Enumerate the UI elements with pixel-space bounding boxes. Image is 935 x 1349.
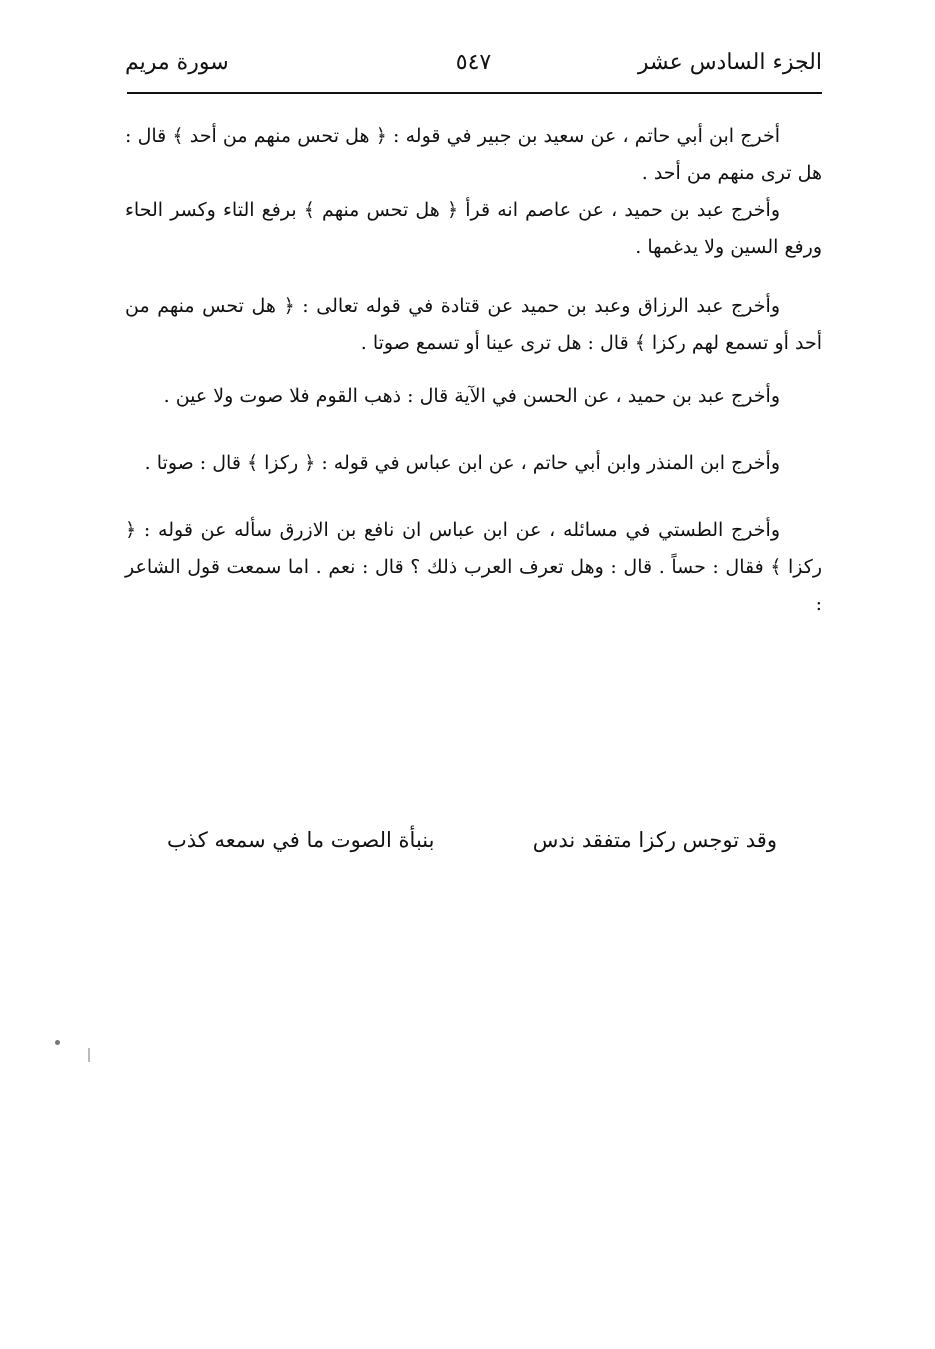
paragraph-5: وأخرج ابن المنذر وابن أبي حاتم ، عن ابن عباس في قوله : ﴿ ركزا ﴾ قال : صوتا .: [144, 452, 780, 474]
paragraph-6: وأخرج الطستي في مسائله ، عن ابن عباس ان نافع بن الازرق سأله عن قوله : ﴿ ركزا ﴾ فقال : حساً . قال : وهل تعرف العرب ذلك ؟ قال : نعم . اما سمعت قول الشاعر :: [125, 519, 822, 615]
running-head-part: الجزء السادس عشر: [637, 50, 822, 75]
paragraph-3: وأخرج عبد الرزاق وعبد بن حميد عن قتادة في قوله تعالى : ﴿ هل تحس منهم من أحد أو تسمع لهم ركزا ﴾ قال : هل ترى عينا أو تسمع صوتا .: [125, 295, 822, 354]
page-number: ٥٤٧: [455, 50, 492, 75]
paragraph-2: وأخرج عبد بن حميد ، عن عاصم انه قرأ ﴿ هل تحس منهم ﴾ برفع التاء وكسر الحاء ورفع السين ولا يدغمها .: [125, 199, 822, 258]
poetry-verse: [125, 828, 822, 868]
page-header: [125, 44, 822, 84]
main-text: [125, 118, 822, 623]
header-rule: [127, 92, 822, 94]
running-head-surah: سورة مريم: [125, 50, 229, 75]
paragraph-4: وأخرج عبد بن حميد ، عن الحسن في الآية قال : ذهب القوم فلا صوت ولا عين .: [163, 385, 780, 407]
verse-second-hemistich: بنبأة الصوت ما في سمعه كذب: [167, 828, 435, 852]
scan-speck: [55, 1040, 60, 1045]
scan-mark: [88, 1048, 90, 1062]
verse-first-hemistich: وقد توجس ركزا متفقد ندس: [532, 828, 777, 852]
paragraph-1: أخرج ابن أبي حاتم ، عن سعيد بن جبير في قوله : ﴿ هل تحس منهم من أحد ﴾ قال : هل ترى منهم من أحد .: [125, 125, 822, 184]
